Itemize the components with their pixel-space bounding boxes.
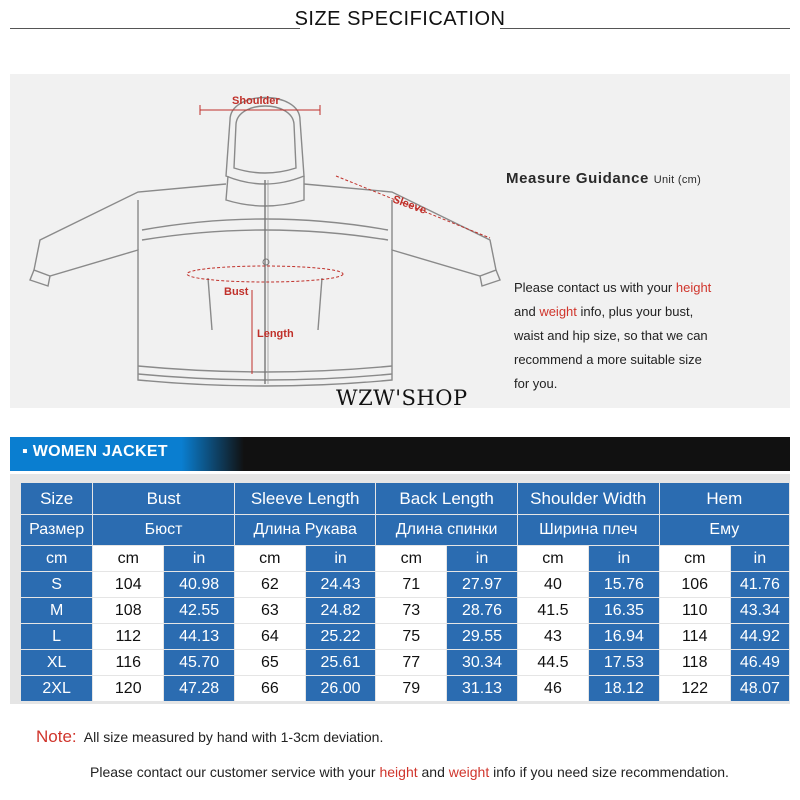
unit-cell: in — [306, 546, 376, 571]
bust-label: Bust — [224, 286, 249, 298]
column-header-ru: Ширина плеч — [518, 515, 659, 545]
table-cell: 18.12 — [589, 676, 659, 701]
table-cell: 29.55 — [447, 624, 517, 649]
table-cell: 44.5 — [518, 650, 588, 675]
page-title: SIZE SPECIFICATION — [294, 8, 506, 30]
table-cell: 118 — [660, 650, 730, 675]
size-label-cell: XL — [21, 650, 92, 675]
table-row — [21, 598, 789, 623]
contact-guidance-text: Please contact us with your height and weight info, plus your bust, waist and hip size, so that we can recommend a more suitable size for you. — [514, 280, 712, 391]
column-header-ru: Длина Рукава — [235, 515, 375, 545]
unit-cell: cm — [660, 546, 730, 571]
table-cell: 79 — [376, 676, 446, 701]
table-cell: 43 — [518, 624, 588, 649]
table-header-row-ru — [21, 515, 789, 545]
table-cell: 71 — [376, 572, 446, 597]
table-cell: 63 — [235, 598, 305, 623]
column-header-en: Sleeve Length — [235, 483, 375, 514]
table-cell: 47.28 — [164, 676, 234, 701]
height-highlight: height — [675, 280, 712, 295]
column-header-ru: Ему — [660, 515, 789, 545]
size-table-panel — [10, 474, 790, 704]
unit-cell: in — [447, 546, 517, 571]
unit-cell: in — [589, 546, 659, 571]
table-cell: 108 — [93, 598, 163, 623]
size-label-cell: M — [21, 598, 92, 623]
column-header-en: Size — [21, 483, 92, 514]
table-cell: 25.22 — [306, 624, 376, 649]
measure-guidance-title — [506, 170, 701, 187]
section-banner — [10, 437, 790, 471]
table-cell: 24.82 — [306, 598, 376, 623]
table-cell: 75 — [376, 624, 446, 649]
table-cell: 24.43 — [306, 572, 376, 597]
column-header-ru: Бюст — [93, 515, 234, 545]
column-header-en: Shoulder Width — [518, 483, 659, 514]
table-cell: 43.34 — [731, 598, 789, 623]
length-label: Length — [257, 328, 294, 340]
table-cell: 15.76 — [589, 572, 659, 597]
table-cell: 64 — [235, 624, 305, 649]
measure-guidance-heading: Measure Guidance — [506, 170, 649, 187]
table-cell: 30.34 — [447, 650, 517, 675]
unit-cell: cm — [93, 546, 163, 571]
table-cell: 41.5 — [518, 598, 588, 623]
size-chart-table — [20, 482, 790, 702]
table-row — [21, 650, 789, 675]
table-cell: 65 — [235, 650, 305, 675]
table-cell: 104 — [93, 572, 163, 597]
footer-height-highlight: height — [379, 764, 418, 780]
note-text: All size measured by hand with 1-3cm deviation. — [83, 729, 384, 745]
table-cell: 122 — [660, 676, 730, 701]
table-cell: 27.97 — [447, 572, 517, 597]
table-cell: 28.76 — [447, 598, 517, 623]
table-header-row-en — [21, 483, 789, 514]
table-row — [21, 572, 789, 597]
footer-contact-text: Please contact our customer service with your height and weight info if you need size recommendation. — [90, 764, 729, 780]
unit-cell: cm — [518, 546, 588, 571]
table-cell: 40.98 — [164, 572, 234, 597]
column-header-en: Hem — [660, 483, 789, 514]
table-cell: 41.76 — [731, 572, 789, 597]
sleeve-label: Sleeve — [390, 193, 428, 217]
note-row — [36, 727, 383, 747]
table-cell: 106 — [660, 572, 730, 597]
table-cell: 120 — [93, 676, 163, 701]
column-header-en: Back Length — [376, 483, 516, 514]
column-header-en: Bust — [93, 483, 234, 514]
note-label: Note: — [36, 727, 77, 746]
size-label-cell: S — [21, 572, 92, 597]
size-label-cell: 2XL — [21, 676, 92, 701]
table-cell: 48.07 — [731, 676, 789, 701]
table-cell: 26.00 — [306, 676, 376, 701]
table-cell: 17.53 — [589, 650, 659, 675]
table-cell: 45.70 — [164, 650, 234, 675]
table-cell: 110 — [660, 598, 730, 623]
shop-watermark: WZW'SHOP — [336, 386, 468, 410]
table-cell: 44.92 — [731, 624, 789, 649]
jacket-diagram — [20, 80, 510, 390]
table-cell: 66 — [235, 676, 305, 701]
table-cell: 116 — [93, 650, 163, 675]
table-cell: 46 — [518, 676, 588, 701]
column-header-ru: Длина спинки — [376, 515, 516, 545]
table-cell: 40 — [518, 572, 588, 597]
table-cell: 46.49 — [731, 650, 789, 675]
size-label-cell: L — [21, 624, 92, 649]
table-cell: 112 — [93, 624, 163, 649]
unit-cell: in — [731, 546, 789, 571]
shoulder-label: Shoulder — [232, 95, 280, 107]
table-cell: 16.94 — [589, 624, 659, 649]
unit-cell: cm — [376, 546, 446, 571]
table-cell: 25.61 — [306, 650, 376, 675]
table-cell: 114 — [660, 624, 730, 649]
table-cell: 73 — [376, 598, 446, 623]
measure-guidance-unit: Unit (cm) — [653, 174, 702, 186]
banner-title: ▪ WOMEN JACKET — [22, 443, 168, 460]
unit-cell: in — [164, 546, 234, 571]
unit-cell: cm — [235, 546, 305, 571]
footer-weight-highlight: weight — [448, 764, 490, 780]
weight-highlight: weight — [539, 304, 577, 319]
table-row — [21, 676, 789, 701]
table-cell: 44.13 — [164, 624, 234, 649]
table-cell: 42.55 — [164, 598, 234, 623]
table-row — [21, 624, 789, 649]
table-cell: 62 — [235, 572, 305, 597]
table-cell: 31.13 — [447, 676, 517, 701]
table-cell: 16.35 — [589, 598, 659, 623]
column-header-ru: Размер — [21, 515, 92, 545]
unit-cell: cm — [21, 546, 92, 571]
table-cell: 77 — [376, 650, 446, 675]
table-unit-row — [21, 546, 789, 571]
